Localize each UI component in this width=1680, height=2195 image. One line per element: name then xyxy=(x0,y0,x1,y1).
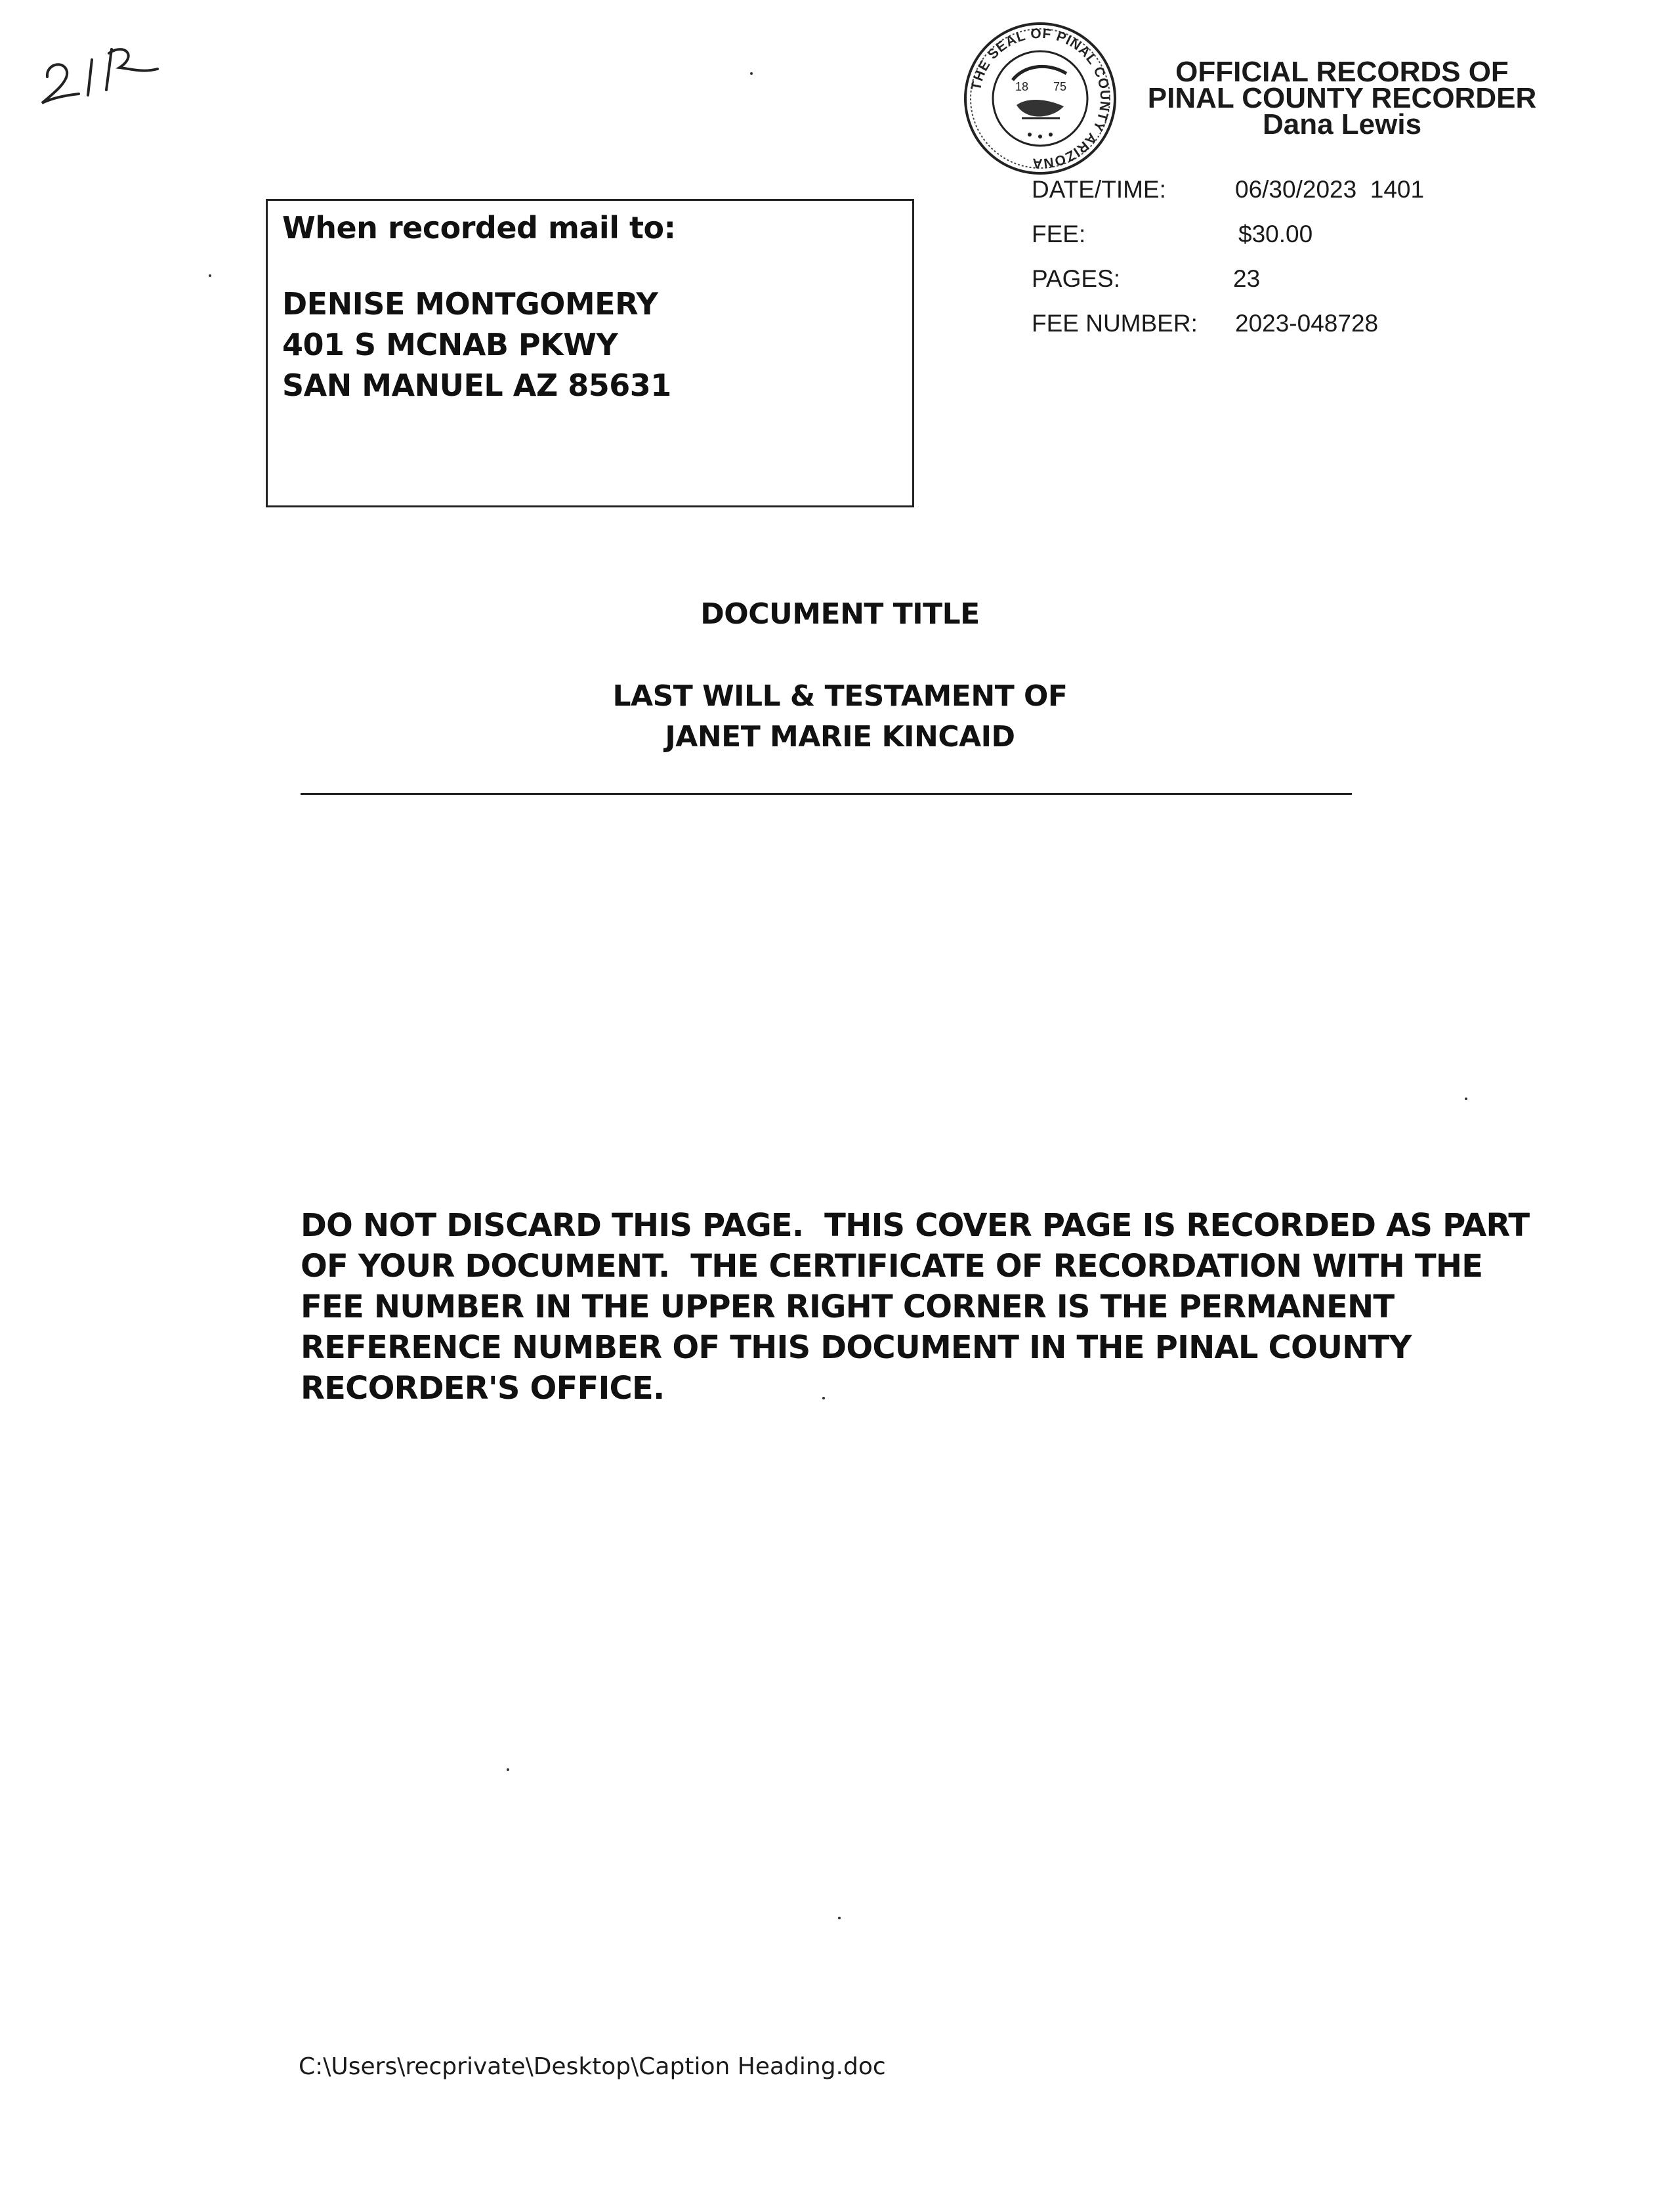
fee-value: $30.00 xyxy=(1238,221,1313,247)
document-title-heading: DOCUMENT TITLE xyxy=(700,597,980,631)
fee-label: FEE: xyxy=(1032,221,1086,247)
pages-label: PAGES: xyxy=(1032,265,1121,292)
mail-to-address xyxy=(282,284,671,406)
pages-value: 23 xyxy=(1233,265,1261,292)
seal-year-right: 75 xyxy=(1053,80,1067,93)
mail-to-street: 401 S MCNAB PKWY xyxy=(282,327,618,362)
scan-speck xyxy=(507,1768,509,1771)
notice-line-1: DO NOT DISCARD THIS PAGE. THIS COVER PAGE IS RECORDED AS PART xyxy=(301,1207,1530,1244)
recorder-name: Dana Lewis xyxy=(1262,108,1422,140)
notice-line-4: REFERENCE NUMBER OF THIS DOCUMENT IN THE PINAL COUNTY xyxy=(301,1329,1412,1366)
recorder-line-1: OFFICIAL RECORDS OF xyxy=(1175,56,1509,88)
document-title xyxy=(0,676,1680,757)
scan-speck xyxy=(1465,1098,1467,1100)
scan-speck xyxy=(838,1917,841,1919)
scan-speck xyxy=(750,72,753,75)
recorder-line-2: PINAL COUNTY RECORDER xyxy=(1147,82,1537,114)
mail-to-city: SAN MANUEL AZ 85631 xyxy=(282,368,671,403)
recorder-header xyxy=(1139,56,1545,140)
scan-speck xyxy=(822,1397,825,1399)
document-title-line-1: LAST WILL & TESTAMENT OF xyxy=(612,679,1068,713)
datetime-value: 06/30/2023 1401 xyxy=(1235,176,1425,203)
cover-page-notice xyxy=(301,1205,1530,1409)
mail-to-box xyxy=(266,199,914,507)
notice-line-2: OF YOUR DOCUMENT. THE CERTIFICATE OF RECORDATION WITH THE xyxy=(301,1248,1483,1285)
county-seal xyxy=(961,20,1119,177)
document-title-line-2: JANET MARIE KINCAID xyxy=(665,720,1015,754)
mail-to-heading: When recorded mail to: xyxy=(282,210,676,245)
footer-file-path: C:\Users\recprivate\Desktop\Caption Heading.doc xyxy=(299,2053,886,2080)
notice-line-3: FEE NUMBER IN THE UPPER RIGHT CORNER IS THE PERMANENT xyxy=(301,1289,1395,1325)
handwritten-note xyxy=(33,30,164,115)
scan-speck xyxy=(209,274,211,277)
title-divider xyxy=(301,793,1352,795)
seal-year-left: 18 xyxy=(1015,80,1029,93)
svg-text:THE SEAL OF PINAL COUNTY ARIZO: THE SEAL OF PINAL COUNTY ARIZONA xyxy=(968,26,1113,171)
fee-number-label: FEE NUMBER: xyxy=(1032,310,1198,337)
fee-number-value: 2023-048728 xyxy=(1235,310,1379,337)
mail-to-name: DENISE MONTGOMERY xyxy=(282,286,658,322)
datetime-label: DATE/TIME: xyxy=(1032,176,1166,203)
notice-line-5: RECORDER'S OFFICE. xyxy=(301,1370,665,1407)
